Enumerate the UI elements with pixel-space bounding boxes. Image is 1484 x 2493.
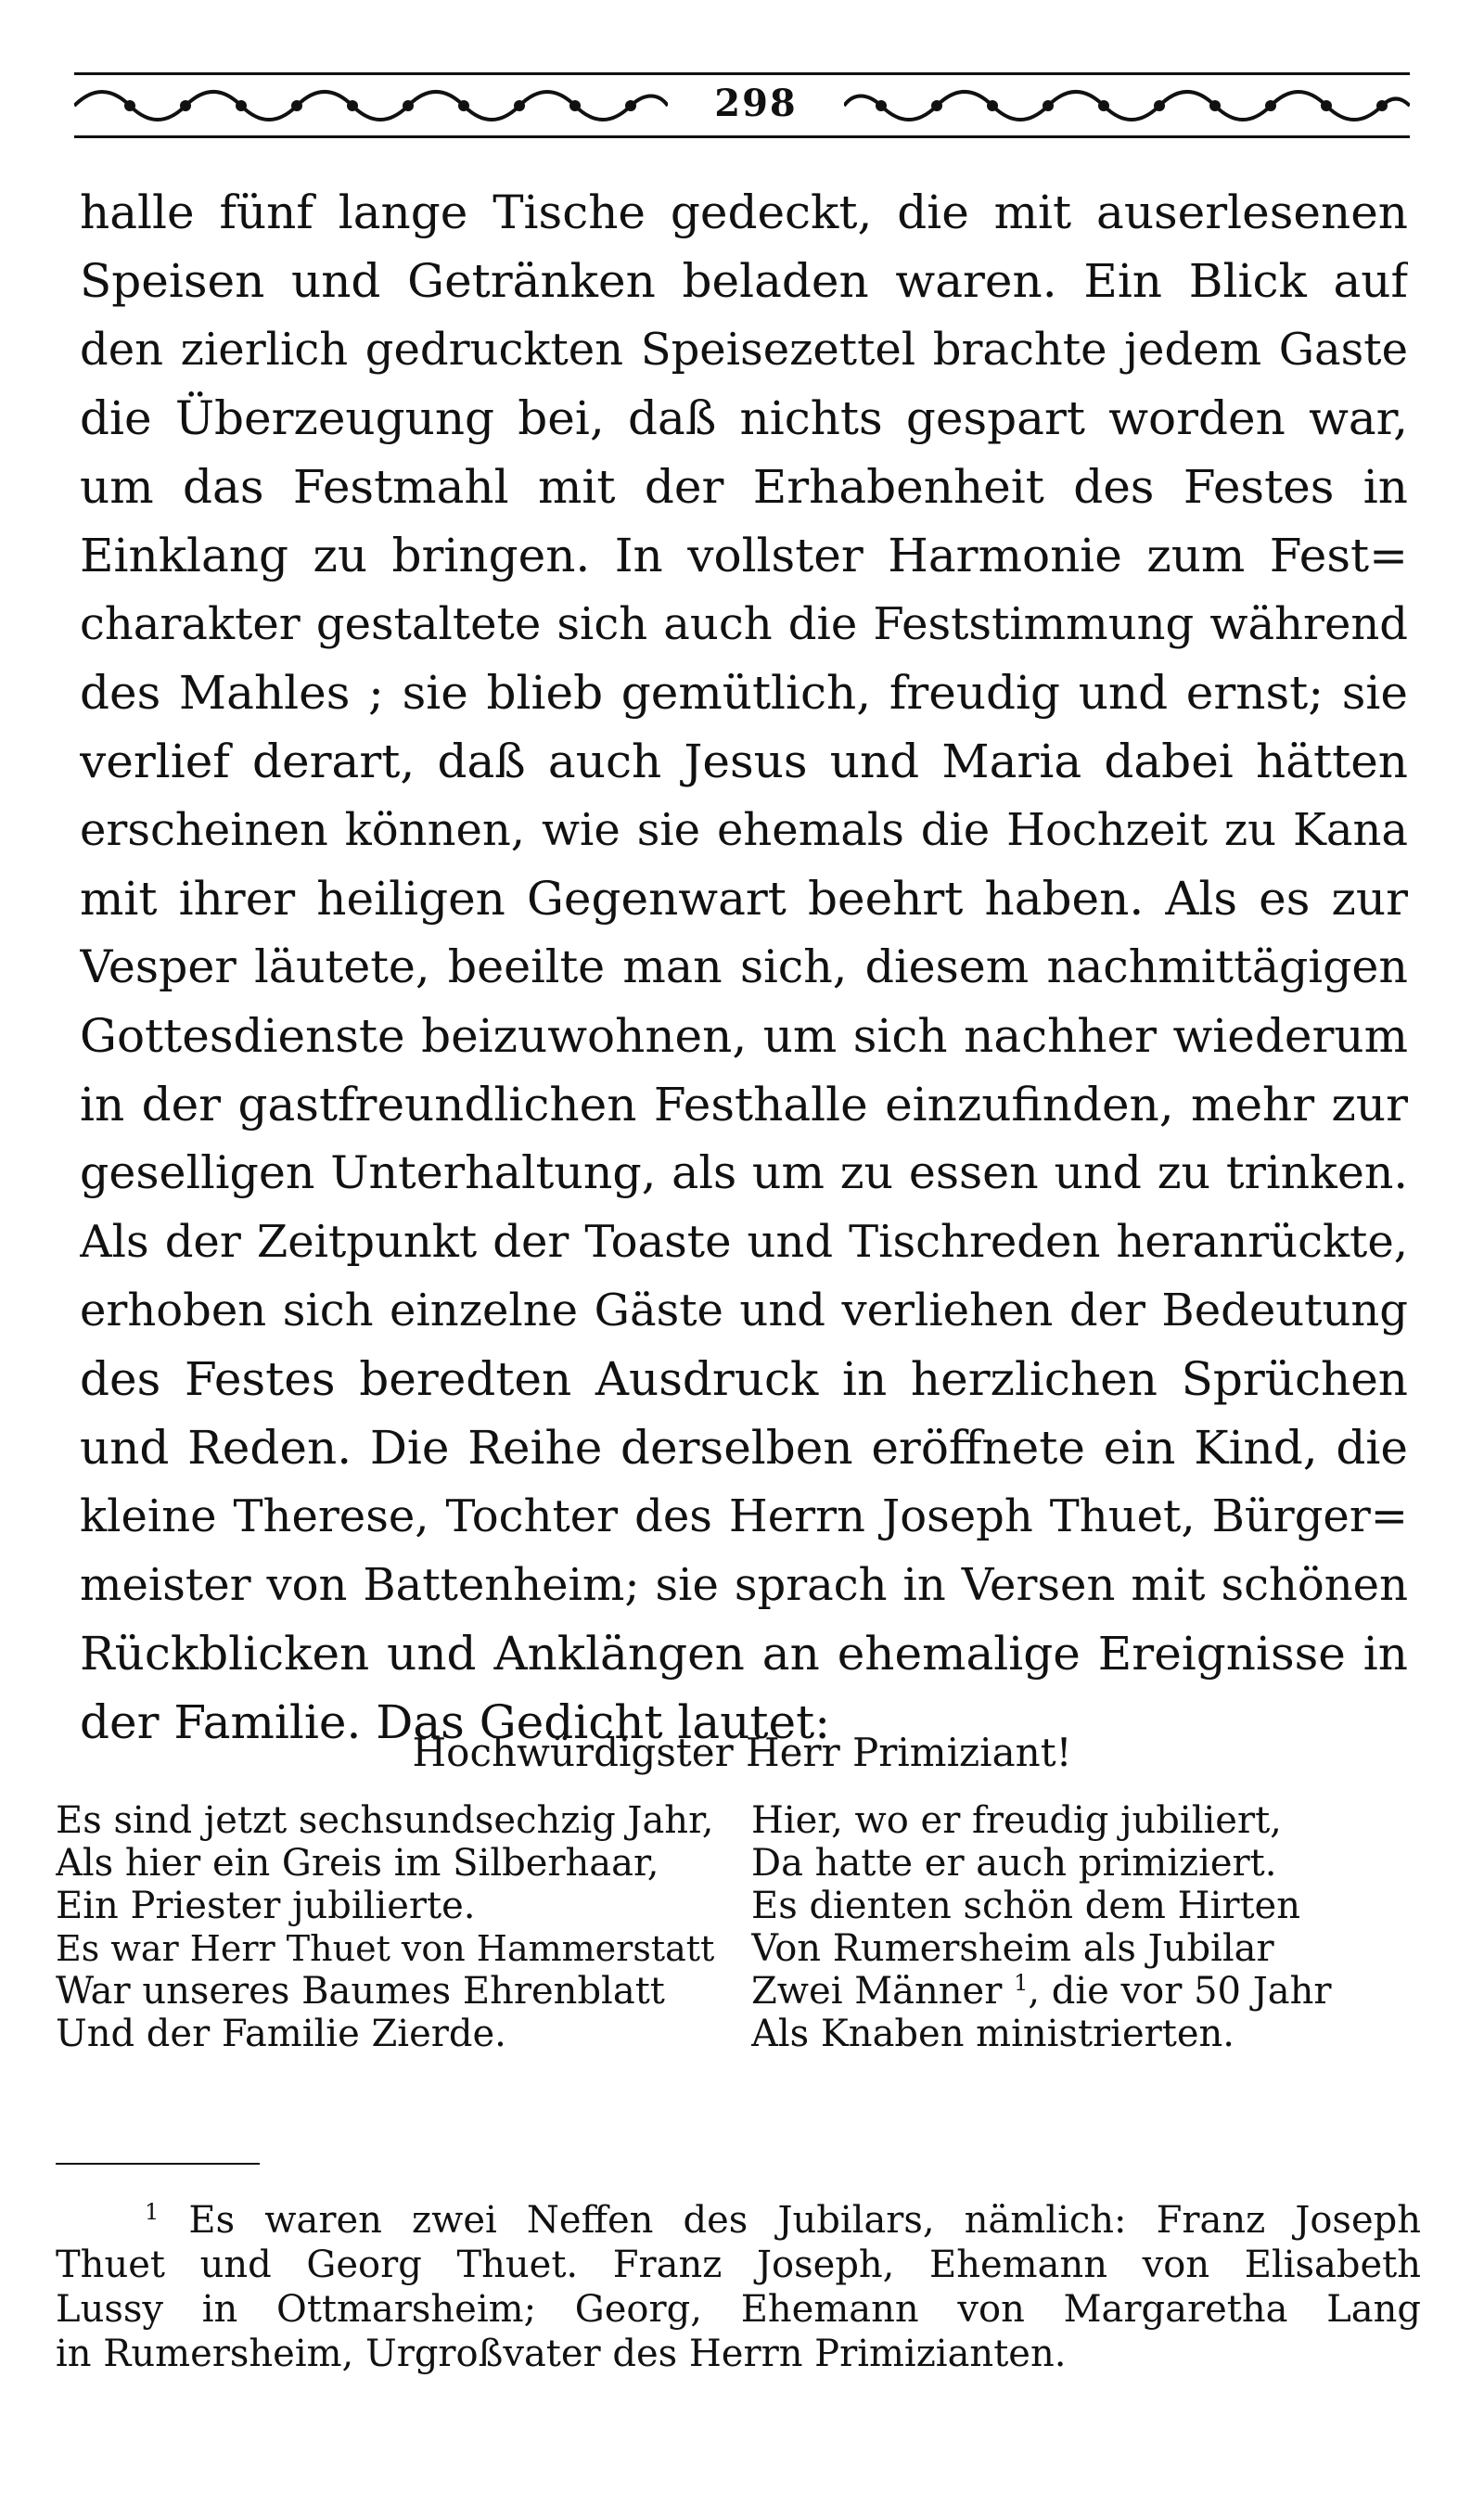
page-header [74,72,1410,147]
text-line: mit ihrer heiligen Gegenwart beehrt haben. Als es zur [80,872,1408,926]
header-rule-bottom [74,135,1410,138]
poem-line: Als hier ein Greis im Silberhaar, [56,1842,659,1885]
text-line: um das Festmahl mit der Erhabenheit des Festes in [80,460,1408,514]
poem-line: Da hatte er auch primiziert. [751,1842,1277,1885]
text-line: der Familie. Das Gedicht lautet: [80,1695,831,1749]
header-rule-top [74,72,1410,75]
poem-title: Hochwürdigster Herr Primiziant! [412,1730,1072,1775]
footnote [56,2198,1421,2376]
text-line: Einklang zu bringen. In vollster Harmonie zum Fest= [80,529,1408,582]
footnote-reference: 1 [1014,1970,1029,1996]
poem-line-part: , die vor 50 Jahr [1028,1970,1332,2013]
ornament-left [74,83,668,128]
text-line: charakter gestaltete sich auch die Feststimmung während [80,598,1408,650]
footnote-line [56,2198,1421,2243]
text-line: geselligen Unterhaltung, als um zu essen und zu trinken. [80,1146,1408,1199]
poem-line: Hier, wo er freudig jubiliert, [751,1799,1282,1842]
text-line: kleine Therese, Tochter des Herrn Joseph Thuet, Bürger= [80,1490,1408,1542]
poem-line: Es dienten schön dem Hirten [751,1885,1300,1927]
text-line: halle fünf lange Tische gedeckt, die mit auserlesenen [80,185,1408,239]
text-line: Rückblicken und Anklängen an ehemalige Ereignisse in [80,1627,1408,1681]
poem-line: Und der Familie Zierde. [56,2013,506,2055]
text-line: des Festes beredten Ausdruck in herzlichen Sprüchen [80,1352,1408,1406]
poem-line: Als Knaben ministrierten. [751,2013,1235,2055]
text-line: die Überzeugung bei, daß nichts gespart worden war, [80,391,1408,445]
text-line: und Reden. Die Reihe derselben eröffnete ein Kind, die [80,1421,1408,1475]
text-line: Gottesdienste beizuwohnen, um sich nachher wiederum [80,1009,1408,1063]
footnote-marker: 1 [145,2199,160,2225]
footnote-line: in Rumersheim, Urgroßvater des Herrn Primizianten. [56,2333,1067,2375]
text-line: erhoben sich einzelne Gäste und verliehen der Bedeutung [80,1285,1408,1336]
poem-line: Von Rumersheim als Jubilar [751,1927,1274,1970]
text-line: erscheinen können, wie sie ehemals die Hochzeit zu Kana [80,804,1408,856]
poem-line: Es war Herr Thuet von Hammerstatt [56,1928,715,1969]
footnote-line: Thuet und Georg Thuet. Franz Joseph, Ehemann von Elisabeth [56,2244,1421,2286]
text-line: verlief derart, daß auch Jesus und Maria dabei hätten [80,735,1408,788]
poem-column-left [56,1799,723,2055]
text-line: in der gastfreundlichen Festhalle einzufinden, mehr zur [80,1078,1408,1131]
poem-line: Ein Priester jubilierte. [56,1885,476,1927]
text-line: Vesper läutete, beeilte man sich, diesem nachmittägigen [80,940,1408,993]
text-line: den zierlich gedruckten Speisezettel brachte jedem Gaste [80,324,1408,376]
footnote-divider [56,2163,260,2165]
text-line: Speisen und Getränken beladen waren. Ein Blick auf [80,254,1408,308]
poem-column-right [751,1799,1419,2055]
text-line: Als der Zeitpunkt der Toaste und Tischreden heranrückte, [80,1216,1408,1268]
footnote-line: Lussy in Ottmarsheim; Georg, Ehemann von Margaretha Lang [56,2288,1421,2331]
footnote-line-text: Es waren zwei Neffen des Jubilars, nämlich: Franz Joseph [188,2199,1421,2242]
page-number: 298 [714,82,798,125]
poem-line: Es sind jetzt sechsundsechzig Jahr, [56,1799,714,1842]
poem-line: War unseres Baumes Ehrenblatt [56,1970,665,2013]
text-line: meister von Battenheim; sie sprach in Versen mit schönen [80,1559,1408,1611]
text-line: des Mahles ; sie blieb gemütlich, freudig und ernst; sie [80,666,1408,720]
ornament-right [844,83,1410,128]
body-text [80,178,1408,1757]
poem-line [751,1970,1419,2013]
poem-line-part: Zwei Männer [751,1970,1003,2013]
